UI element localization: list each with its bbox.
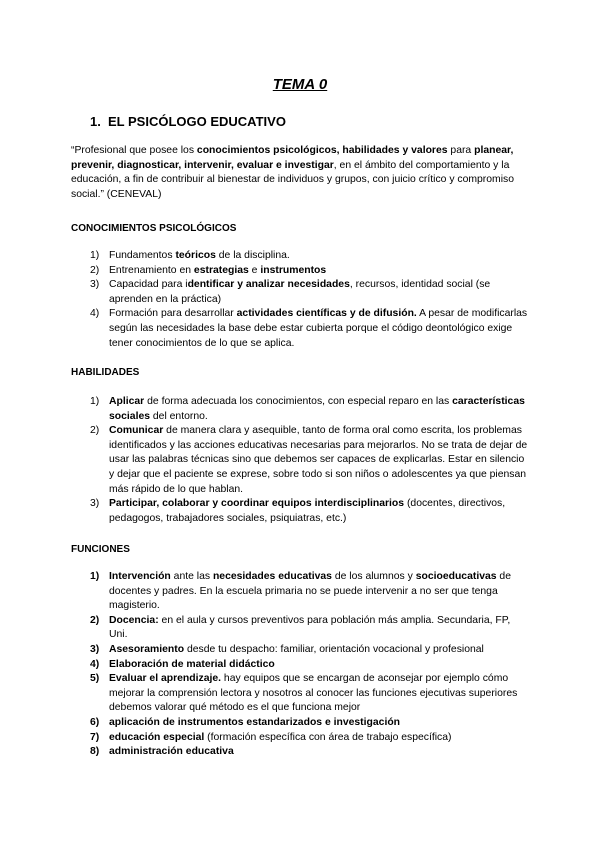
section-heading xyxy=(90,114,286,130)
item-emphasis: estrategias xyxy=(193,264,249,276)
item-number: 1) xyxy=(90,250,100,261)
item-text: , recursos, identidad social (se aprenden en la práctica) xyxy=(109,279,491,305)
item-emphasis: Intervención xyxy=(109,571,171,582)
item-number: 6) xyxy=(90,716,100,728)
item-number: 2) xyxy=(90,264,100,276)
item-text: del entorno. xyxy=(150,410,208,422)
item-number: 3) xyxy=(90,279,100,291)
item-number: 3) xyxy=(90,643,100,655)
item-emphasis: Participar, colaborar y coordinar equipos interdisciplinarios xyxy=(109,498,405,510)
list-item xyxy=(90,307,530,351)
item-number: 4) xyxy=(90,308,100,320)
item-emphasis: características sociales xyxy=(109,396,525,422)
item-emphasis: aplicación de instrumentos estandarizados e investigación xyxy=(109,716,401,728)
item-text: hay equipos que se encargan de aconsejar por ejemplo cómo mejorar la comprensión lectora y nosotros al conocer las funciones ejecutivas superiores debemos valorar qué método es el que funciona mejor xyxy=(109,673,518,714)
quote-text: “Profesional que posee los xyxy=(71,145,197,156)
list-item xyxy=(90,643,530,658)
item-number: 5) xyxy=(90,673,100,685)
item-number: 7) xyxy=(90,731,100,743)
document-title: TEMA 0 xyxy=(272,76,328,93)
quote-text: para xyxy=(447,145,475,156)
list-item xyxy=(90,395,530,424)
list-item xyxy=(90,264,530,279)
list-item xyxy=(90,745,530,760)
item-text: desde tu despacho: familiar, orientación vocacional y profesional xyxy=(184,643,484,655)
item-text: Capacidad para i xyxy=(109,279,188,291)
item-emphasis: instrumentos xyxy=(260,264,327,276)
quote-emphasis: conocimientos psicológicos, habilidades y valores xyxy=(196,145,448,156)
item-text: ante las xyxy=(170,571,213,582)
item-text: de forma adecuada los conocimientos, con especial reparo en las xyxy=(144,396,453,407)
item-text: Entrenamiento en xyxy=(109,264,194,276)
list-item xyxy=(90,658,530,673)
item-number: 1) xyxy=(90,571,100,582)
item-emphasis: Asesoramiento xyxy=(109,643,185,655)
item-text: A pesar de modificarlas según las necesidades la base debe estar cubierta porque el código deontológico exige tener conocimientos de lo que se aplica. xyxy=(109,308,528,349)
item-emphasis: necesidades educativas xyxy=(212,571,332,582)
item-number: 1) xyxy=(90,396,100,407)
item-text: (formación específica con área de trabajo específica) xyxy=(204,731,452,743)
item-text: en el aula y cursos preventivos para población más amplia. Secundaria, FP, Uni. xyxy=(109,614,511,641)
list-item xyxy=(90,249,530,264)
item-text: de docentes y padres. En la escuela primaria no se puede intervenir a no ser que tenga magisterio. xyxy=(109,571,511,612)
item-number: 3) xyxy=(90,498,100,510)
item-emphasis: Docencia: xyxy=(109,614,159,626)
list-habilidades xyxy=(90,395,530,526)
item-text: Fundamentos xyxy=(109,250,176,261)
heading-habilidades: HABILIDADES xyxy=(71,367,140,378)
item-text: de manera clara y asequible, tanto de forma oral como escrita, los problemas identificados y las acciones educativas necesarias para mejorarlos. No se trata de dejar de usar las palabras técnicas sino que debemos ser capaces de explicarlas. Estar en silencio y dejar que el paciente se exprese, sobre todo si son niños o adolescentes ya que piensan más rápido de lo que hablan. xyxy=(109,425,528,495)
section-title: EL PSICÓLOGO EDUCATIVO xyxy=(108,114,286,129)
item-emphasis: administración educativa xyxy=(109,746,234,758)
item-emphasis: Comunicar xyxy=(109,425,164,437)
list-item xyxy=(90,731,530,746)
item-emphasis: socioeducativas xyxy=(415,571,497,582)
item-emphasis: Aplicar xyxy=(109,396,145,407)
item-emphasis: teóricos xyxy=(175,250,216,261)
item-emphasis: actividades científicas y de difusión. xyxy=(236,308,417,320)
list-item xyxy=(90,716,530,731)
list-item xyxy=(90,570,530,614)
item-number: 4) xyxy=(90,658,100,670)
list-item xyxy=(90,614,530,643)
item-emphasis: educación especial xyxy=(109,731,205,743)
item-emphasis: dentificar y analizar necesidades xyxy=(187,279,350,291)
list-item xyxy=(90,424,530,497)
quote-text: , en el ámbito del comportamiento y la educación, a fin de contribuir al bienestar de individuos y grupos, con juicio crítico y compromiso social.” (CENEVAL) xyxy=(71,159,514,200)
list-item xyxy=(90,672,530,716)
item-number: 8) xyxy=(90,746,100,758)
list-item xyxy=(90,497,530,526)
list-funciones xyxy=(90,570,530,760)
item-text: Formación para desarrollar xyxy=(109,308,237,320)
definition-quote xyxy=(71,144,531,202)
item-emphasis: Elaboración de material didáctico xyxy=(109,658,275,670)
quote-emphasis: planear, prevenir, diagnosticar, intervenir, evaluar e investigar xyxy=(71,145,514,171)
list-conocimientos xyxy=(90,249,530,351)
list-item xyxy=(90,278,530,307)
heading-conocimientos: CONOCIMIENTOS PSICOLÓGICOS xyxy=(71,223,237,234)
item-text: de la disciplina. xyxy=(215,250,290,261)
item-number: 2) xyxy=(90,614,100,626)
item-text: (docentes, directivos, pedagogos, trabajadores sociales, psiquiatras, etc.) xyxy=(109,498,506,524)
heading-funciones: FUNCIONES xyxy=(71,544,130,555)
section-number: 1. xyxy=(90,114,101,129)
item-number: 2) xyxy=(90,425,100,437)
item-emphasis: Evaluar el aprendizaje. xyxy=(109,673,222,685)
item-text: de los alumnos y xyxy=(331,571,416,582)
item-text: e xyxy=(248,264,261,276)
